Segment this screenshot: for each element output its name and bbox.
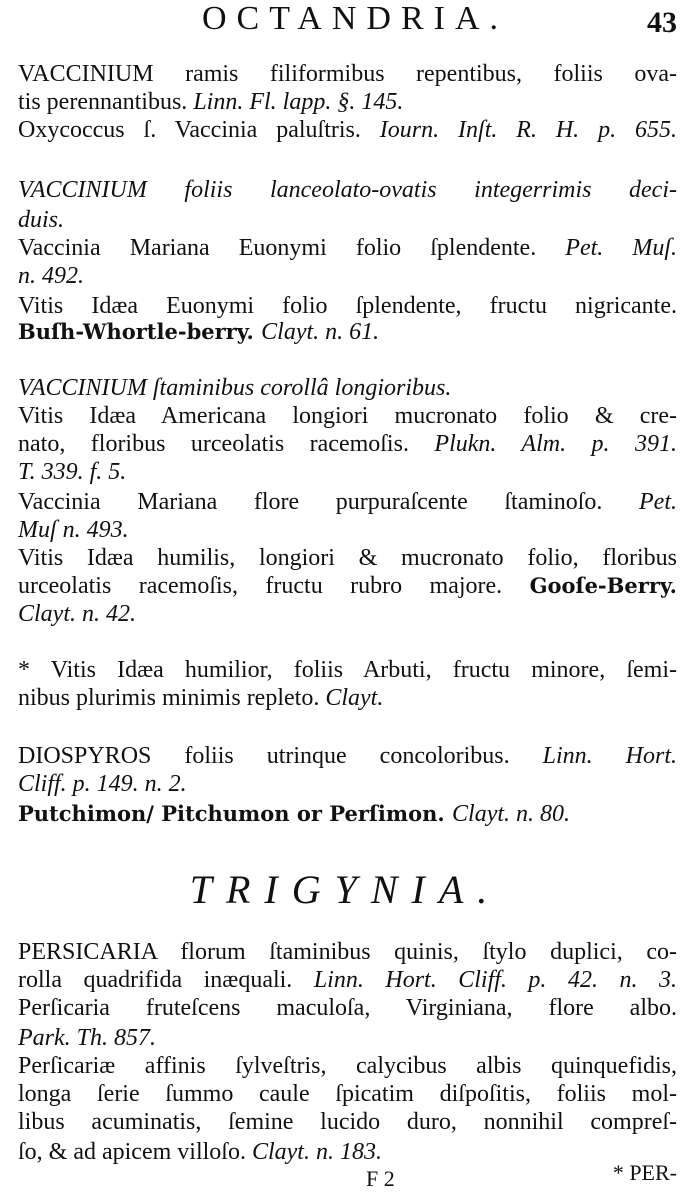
text-line bbox=[18, 176, 677, 204]
text-line bbox=[18, 544, 677, 572]
text-segment: Pet. bbox=[639, 489, 677, 515]
text-line bbox=[18, 1108, 677, 1136]
text-segment: Iourn. Inſt. R. H. p. 655. bbox=[379, 117, 678, 143]
page-number: 43 bbox=[647, 6, 677, 39]
text-segment: Cliff. p. 149. n. 2. bbox=[18, 771, 187, 797]
text-line bbox=[18, 1052, 677, 1080]
text-segment: Linn. Hort. Cliff. p. 42. n. 3. bbox=[313, 967, 677, 993]
text-segment: VACCINIUM foliis lanceolato-ovatis integerrimis deci- bbox=[18, 177, 677, 203]
text-segment: Linn. Hort. bbox=[542, 743, 677, 769]
text-line bbox=[18, 292, 677, 320]
text-segment: PERSICARIA florum ſtaminibus quinis, ſtylo duplici, co- bbox=[18, 939, 677, 965]
text-segment: Muſ n. 493. bbox=[18, 517, 129, 543]
text-segment: Pet. Muſ. bbox=[565, 235, 678, 261]
text-segment: n. 492. bbox=[18, 263, 84, 289]
text-line bbox=[18, 1080, 677, 1108]
text-segment: VACCINIUM ſtaminibus corollâ longioribus. bbox=[18, 375, 452, 401]
text-segment: Vaccinia Mariana flore purpuraſcente ſtaminoſo. bbox=[18, 489, 640, 515]
text-line bbox=[18, 116, 677, 144]
text-line bbox=[18, 374, 677, 402]
text-line bbox=[18, 800, 677, 828]
text-segment: Vitis Idæa humilis, longiori & mucronato folio, floribus bbox=[18, 545, 677, 571]
text-line bbox=[18, 938, 677, 966]
text-segment: Linn. Fl. lapp. §. 145. bbox=[193, 89, 404, 115]
text-line bbox=[18, 572, 677, 600]
text-line bbox=[18, 516, 677, 544]
catchword: * PER- bbox=[612, 1160, 677, 1185]
text-line bbox=[18, 742, 677, 770]
text-segment: Perſicariæ affinis ſylveſtris, calycibus albis quinquefidis, bbox=[18, 1053, 677, 1079]
text-segment: Clayt. bbox=[325, 685, 384, 711]
text-line bbox=[18, 1024, 677, 1052]
text-segment: T. 339. f. 5. bbox=[18, 459, 127, 485]
text-segment: duis. bbox=[18, 207, 65, 233]
text-line bbox=[18, 402, 677, 430]
text-segment: Park. Th. 857. bbox=[18, 1025, 156, 1051]
text-segment: Clayt. n. 42. bbox=[18, 601, 136, 627]
text-segment: ſo, & ad apicem villoſo. bbox=[18, 1139, 252, 1165]
text-segment: longa ſerie ſummo caule ſpicatim diſpoſitis, foliis mol- bbox=[18, 1081, 677, 1107]
text-segment: Oxycoccus ſ. Vaccinia paluſtris. bbox=[18, 117, 380, 143]
text-segment: nato, floribus urceolatis racemoſis. bbox=[18, 431, 435, 457]
text-segment: urceolatis racemoſis, fructu rubro majore. bbox=[18, 573, 530, 599]
text-line bbox=[18, 770, 677, 798]
text-line bbox=[18, 488, 677, 516]
text-segment: Vaccinia Mariana Euonymi folio ſplendente. bbox=[18, 235, 566, 261]
text-segment: * Vitis Idæa humilior, foliis Arbuti, fructu minore, ſemi- bbox=[18, 657, 677, 683]
text-segment: rolla quadrifida inæquali. bbox=[18, 967, 314, 993]
section-heading: TRIGYNIA. bbox=[189, 867, 502, 912]
text-line bbox=[18, 966, 677, 994]
text-segment: Clayt. n. 80. bbox=[452, 801, 571, 827]
text-segment: VACCINIUM ramis filiformibus repentibus, foliis ova- bbox=[18, 61, 677, 87]
text-segment: Vitis Idæa Americana longiori mucronato folio & cre- bbox=[18, 403, 677, 429]
text-line bbox=[18, 458, 677, 486]
text-segment: tis perennantibus. bbox=[18, 89, 194, 115]
text-line bbox=[18, 234, 677, 262]
text-line bbox=[18, 656, 677, 684]
text-line bbox=[18, 60, 677, 88]
text-segment: Putchimon/ Pitchumon or Perſimon. bbox=[18, 801, 453, 826]
text-segment: DIOSPYROS foliis utrinque concoloribus. bbox=[18, 743, 543, 769]
text-segment: Perſicaria fruteſcens maculoſa, Virginiana, flore albo. bbox=[18, 995, 677, 1021]
running-title: OCTANDRIA. bbox=[202, 0, 508, 37]
text-segment: libus acuminatis, ſemine lucido duro, nonnihil compreſ- bbox=[18, 1109, 677, 1135]
text-line bbox=[18, 430, 677, 458]
text-line bbox=[18, 262, 677, 290]
text-line bbox=[18, 994, 677, 1022]
text-segment: Plukn. Alm. p. 391. bbox=[434, 431, 677, 457]
signature-mark: F 2 bbox=[366, 1166, 395, 1191]
text-segment: Clayt. n. 183. bbox=[251, 1139, 382, 1165]
text-segment: Clayt. n. 61. bbox=[261, 319, 380, 345]
text-line bbox=[18, 1138, 677, 1166]
text-line bbox=[18, 206, 677, 234]
text-segment: Gooſe-Berry. bbox=[529, 573, 677, 598]
text-segment: Buſh-Whortle-berry. bbox=[18, 319, 262, 344]
text-line bbox=[18, 684, 677, 712]
text-segment: nibus plurimis minimis repleto. bbox=[18, 685, 326, 711]
text-line bbox=[18, 318, 677, 346]
text-segment: Vitis Idæa Euonymi folio ſplendente, fructu nigricante. bbox=[18, 293, 677, 319]
text-line bbox=[18, 88, 677, 116]
text-line bbox=[18, 600, 677, 628]
